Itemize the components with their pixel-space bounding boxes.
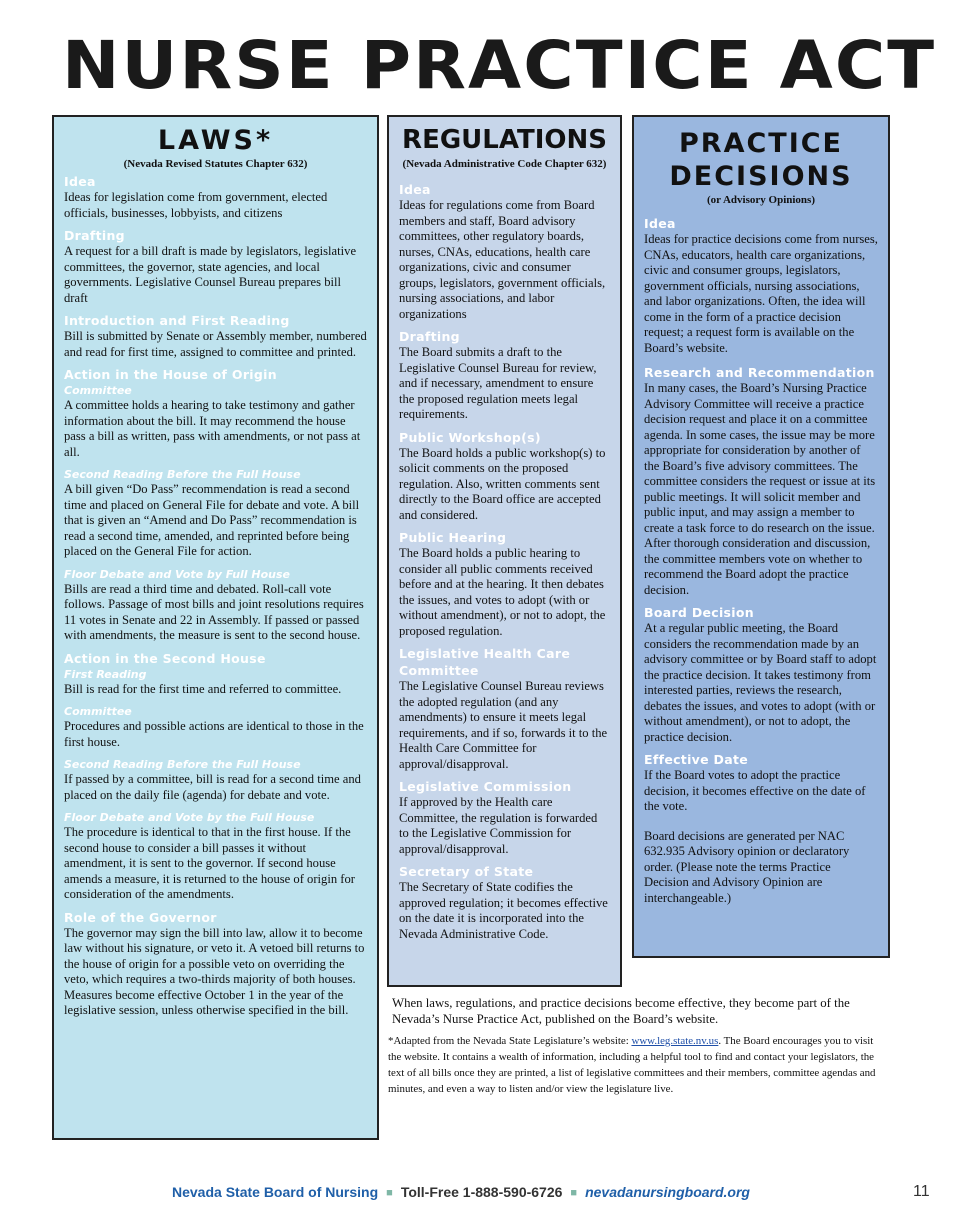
laws-column	[52, 115, 379, 1140]
laws-sh-committee-title: Committee	[64, 705, 132, 718]
laws-second-house-title: Action in the Second House	[64, 650, 266, 666]
effective-note: When laws, regulations, and practice decisions become effective, they become part of the Nevada’s Nurse Practice Act, published on the Board’s website.	[392, 996, 850, 1026]
regs-hearing-title: Public Hearing	[399, 530, 507, 545]
laws-idea-text: Ideas for legislation come from government, elected officials, businesses, lobbyists, and citizens	[64, 190, 328, 220]
regs-idea-title: Idea	[399, 182, 431, 197]
laws-idea-title: Idea	[64, 174, 96, 189]
laws-origin-committee-text: A committee holds a hearing to take testimony and gather information about the bill. It may recommend the house pass a bill as written, pass with amendments, or not pass at all.	[64, 398, 361, 459]
laws-origin-second-text: A bill given “Do Pass” recommendation is read a second time and placed on General File for debate and vote. A bill that is given an “Amend and Do Pass” recommendation is read a second time, amended, and reprinted before being placed on the General File for action.	[64, 482, 360, 558]
footnote	[388, 1033, 878, 1097]
regs-lhcc-title: Legislative Health Care Committee	[399, 646, 571, 678]
laws-governor-text: The governor may sign the bill into law, allow it to become law without his signature, or veto it. A vetoed bill returns to the house of origin for a possible veto on overriding the veto, which requires a two-thirds majority of both houses. Measures become effective October 1 in the year of the legislative session, unless otherwise specified in the bill.	[64, 925, 365, 1017]
laws-heading: LAWS*	[157, 125, 274, 156]
prac-idea-title: Idea	[644, 216, 676, 231]
regs-workshop-title: Public Workshop(s)	[399, 429, 541, 445]
regs-lhcc-text: The Legislative Counsel Bureau reviews the adopted regulation (and any amendments) to ensure it meets legal requirements, and if so, forwards it to the Health Care Committee for approval/disapproval.	[399, 679, 608, 771]
regs-commission-title: Legislative Commission	[399, 779, 572, 794]
practice-heading-line1: PRACTICE	[678, 128, 843, 159]
laws-sh-floor-title: Floor Debate and Vote by the Full House	[64, 811, 315, 824]
prac-board-text: At a regular public meeting, the Board considers the recommendation made by an advisory committee or by Board staff to adopt the practice decision. It takes testimony from interested parties, reviews the research, debates the issues, and votes to adopt (with or without amendment), or not to adopt, the practice decision.	[644, 621, 877, 744]
practice-decisions-column	[632, 115, 890, 958]
regs-idea-text: Ideas for regulations come from Board members and staff, Board advisory committees, other regulatory boards, nurses, CNAs, educations, health care organizations, civic and consumer groups, legislators, government officials, nursing associations, and labor organizations	[399, 198, 606, 321]
laws-sh-second-title: Second Reading Before the Full House	[64, 758, 301, 771]
regs-drafting-title: Drafting	[399, 329, 460, 344]
laws-origin-committee-title: Committee	[64, 384, 132, 397]
regulations-subheading: (Nevada Administrative Code Chapter 632)	[402, 158, 607, 170]
regs-commission-text: If approved by the Health care Committee, the regulation is forwarded to the Legislative Commission for approval/disapproval.	[399, 795, 598, 856]
laws-sh-second-text: If passed by a committee, bill is read for a second time and placed on the daily file (agenda) for debate and vote.	[64, 772, 361, 802]
laws-drafting-text: A request for a bill draft is made by legislators, legislative committees, the governor, state agencies, and local governments. Legislative Counsel Bureau prepares bill draft	[64, 244, 357, 305]
page-title: NURSE PRACTICE ACT	[62, 27, 937, 104]
prac-research-text: In many cases, the Board’s Nursing Practice Advisory Committee will receive a practice decision request and place it on a committee agenda. In some cases, the issue may be more appropriate for consideration by another of the Board’s five advisory committees. The committee considers the request or issue at its public meetings. It will solicit member and public input, and may assign a member to create a task force to do research on the issue. After thorough consideration and discussion, the committee members vote on whether to recommend the Board adopt the practice decision.	[644, 381, 876, 597]
separator-square-icon: ■	[570, 1187, 578, 1199]
practice-heading	[644, 127, 878, 193]
practice-heading-line2: DECISIONS	[669, 161, 853, 192]
regulations-column	[387, 115, 622, 987]
legislature-link[interactable]: www.leg.state.nv.us	[631, 1035, 719, 1047]
separator-square-icon: ■	[386, 1187, 393, 1199]
footer-website[interactable]: nevadanursingboard.org	[585, 1184, 750, 1200]
prac-idea-text: Ideas for practice decisions come from nurses, CNAs, educators, health care organizations, civic and consumer groups, legislators, government officials, nursing associations, and labor organizations. Often, the idea will come in the form of a practice decision request; a request form is available on the Board’s website.	[644, 232, 878, 355]
laws-sh-floor-text: The procedure is identical to that in the first house. If the second house to consider a bill passes it without amendment, it is sent to the governor. If second house amends a measure, it is returned to the house of origin for consideration of the amendments.	[64, 825, 355, 901]
laws-drafting-title: Drafting	[64, 228, 125, 243]
regs-sos-text: The Secretary of State codifies the approved regulation; it becomes effective on the date it is incorporated into the Nevada Administrative Code.	[399, 880, 608, 941]
footnote-body: . The Board encourages you to visit the website. It contains a wealth of information, including a helpful tool to find and contact your legislators, the text of all bills once they are printed, a list of legislative committees and their members, committee agendas and minutes, and even a way to listen and/or view the legislature live.	[388, 1035, 876, 1095]
prac-effective-text: If the Board votes to adopt the practice decision, it becomes effective on the date of the vote.	[644, 768, 866, 813]
laws-sh-first-text: Bill is read for the first time and referred to committee.	[64, 681, 342, 696]
footer-org: Nevada State Board of Nursing	[172, 1184, 379, 1200]
laws-intro-title: Introduction and First Reading	[64, 313, 290, 328]
practice-subheading: (or Advisory Opinions)	[707, 194, 815, 206]
prac-effective-title: Effective Date	[644, 752, 749, 767]
footnote-intro: *Adapted from the Nevada State Legislature’s website:	[388, 1035, 632, 1047]
regs-sos-title: Secretary of State	[399, 864, 534, 879]
laws-origin-second-title: Second Reading Before the Full House	[64, 468, 301, 481]
page-number: 11	[913, 1183, 930, 1200]
footer-phone: Toll-Free 1-888-590-6726	[400, 1184, 563, 1200]
laws-sh-committee-text: Procedures and possible actions are identical to those in the first house.	[64, 719, 364, 749]
prac-note-text: Board decisions are generated per NAC 632.935 Advisory opinion or declaratory order. (Please note the terms Practice Decision and Advisory Opinion are interchangeable.)	[644, 828, 850, 905]
prac-research-title: Research and Recommendation	[644, 365, 875, 380]
page-footer	[172, 1184, 792, 1200]
laws-origin-title: Action in the House of Origin	[64, 367, 277, 382]
regs-workshop-text: The Board holds a public workshop(s) to solicit comments on the proposed regulation. Also, written comments sent directly to the Board office are accepted and considered.	[399, 445, 606, 522]
laws-governor-title: Role of the Governor	[64, 909, 217, 925]
laws-subheading: (Nevada Revised Statutes Chapter 632)	[123, 158, 308, 170]
laws-sh-first-title: First Reading	[64, 667, 147, 681]
spacer	[644, 815, 878, 829]
regs-drafting-text: The Board submits a draft to the Legislative Counsel Bureau for review, and if necessary, amendment to ensure the proposed regulation meets legal requirements.	[399, 345, 597, 421]
regs-hearing-text: The Board holds a public hearing to consider all public comments received before and at the hearing. It then debates the issues, and votes to adopt (with or without amendment), or not to adopt, the proposed regulation.	[399, 546, 606, 638]
laws-origin-floor-title: Floor Debate and Vote by Full House	[64, 567, 291, 581]
laws-intro-text: Bill is submitted by Senate or Assembly member, numbered and read for first time, assigned to committee and printed.	[64, 329, 367, 359]
regulations-heading: REGULATIONS	[402, 125, 607, 155]
laws-origin-floor-text: Bills are read a third time and debated. Roll-call vote follows. Passage of most bills and joint resolutions requires 11 votes in Senate and 22 in Assembly. If passed or passed with amendments, the measure is sent to the second house.	[64, 581, 364, 642]
prac-board-title: Board Decision	[644, 605, 754, 620]
